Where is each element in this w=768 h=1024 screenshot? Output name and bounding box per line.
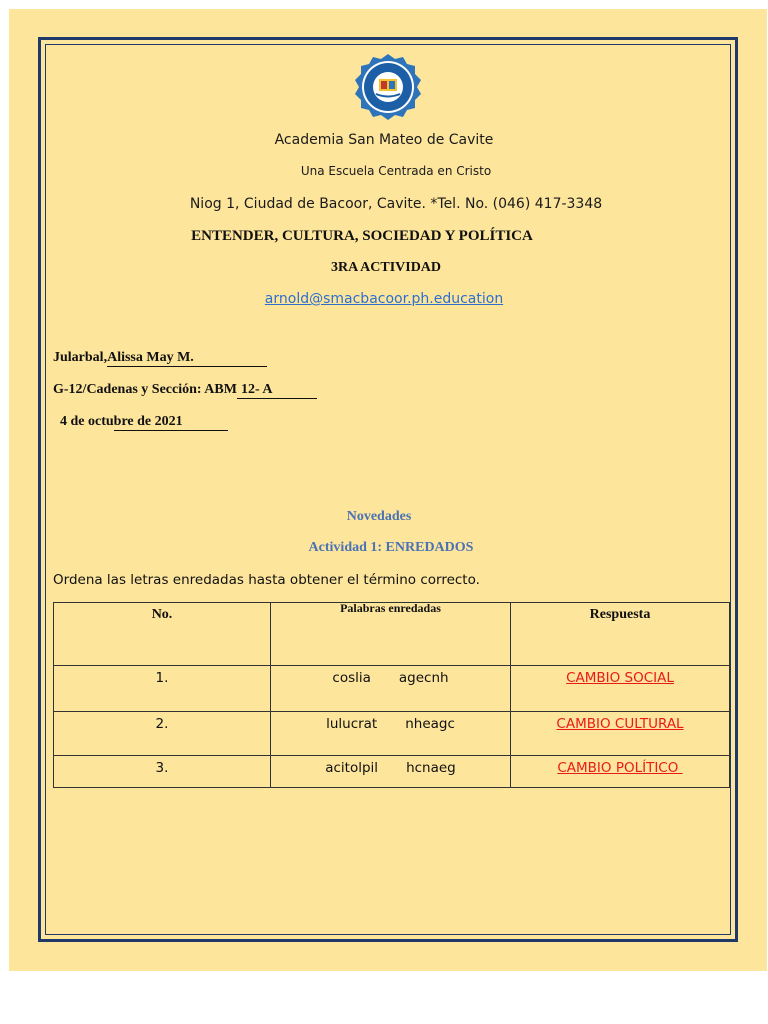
scrambled-words: acitolpil hcnaeg [271,756,511,788]
date-rest: bre de 2021 [114,414,228,431]
school-seal-icon [354,53,422,121]
scrambled-words: coslia agecnh [271,666,511,712]
course-title: ENTENDER, CULTURA, SOCIEDAD Y POLÍTICA [191,228,533,244]
answer-text: CAMBIO CULTURAL [556,716,684,732]
instructions: Ordena las letras enredadas hasta obtener el término correcto. [53,572,480,588]
student-name [53,350,267,367]
answer-text: CAMBIO POLÍTICO [557,760,683,776]
school-name: Academia San Mateo de Cavite [274,132,494,148]
table-row [54,712,730,756]
student-surname: Jularbal, [53,350,108,365]
row-number: 3. [54,756,271,788]
header-answer: Respuesta [589,607,651,622]
grade-value: 12- A [237,382,317,399]
row-number: 1. [54,666,271,712]
answer-text: CAMBIO SOCIAL [566,670,674,686]
section-title: Novedades [346,509,412,524]
school-motto: Una Escuela Centrada en Cristo [300,164,492,178]
activity-subtitle: Actividad 1: ENREDADOS [308,540,474,555]
header-words: Palabras enredadas [340,601,441,615]
submission-date [60,414,228,431]
student-grade [53,382,317,399]
table-row [54,756,730,788]
words-table [53,602,730,788]
scrambled-words: lulucrat nheagc [271,712,511,756]
header-no: No. [151,607,173,622]
table-header-row [54,603,730,666]
table-row [54,666,730,712]
date-prefix: 4 de octu [60,414,114,429]
activity-title: 3RA ACTIVIDAD [330,260,442,275]
row-number: 2. [54,712,271,756]
student-given-name: Alissa May M. [107,350,267,367]
grade-label: G-12/Cadenas y Sección: ABM [53,382,237,397]
school-address: Niog 1, Ciudad de Bacoor, Cavite. *Tel. No. (046) 417-3348 [189,196,603,212]
email-link[interactable]: arnold@smacbacoor.ph.education [264,291,504,307]
